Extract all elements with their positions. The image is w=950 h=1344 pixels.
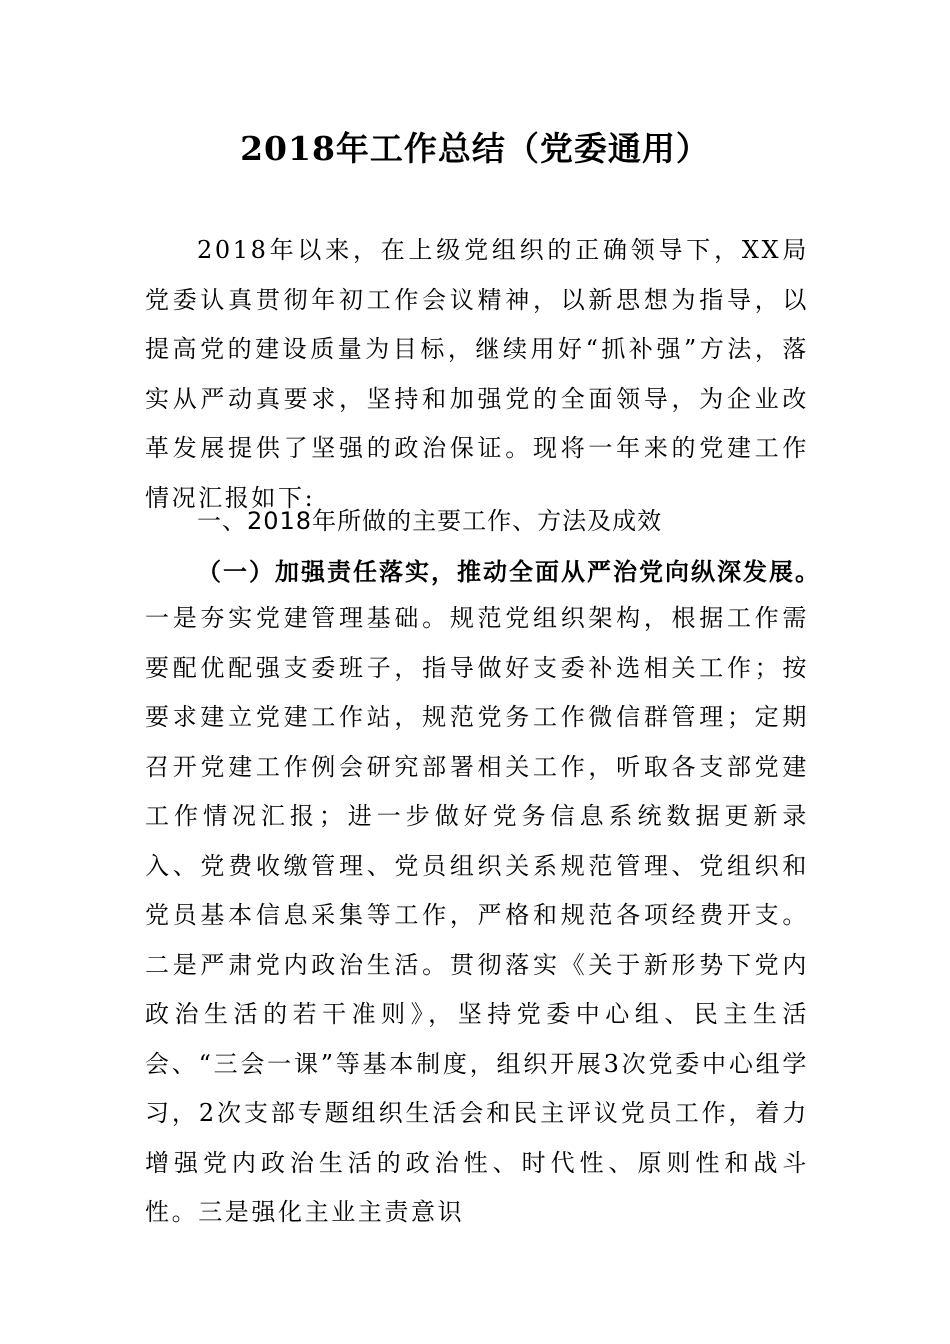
subsection-heading: （一）加强责任落实，推动全面从严治党向纵深发展。 — [197, 557, 821, 586]
document-title: 2018年工作总结（党委通用） — [240, 129, 710, 168]
subsection-paragraph: 一是夯实党建管理基础。规范党组织架构，根据工作需要配优配强支委班子，指导做好支委补选相关工作；按要求建立党建工作站，规范党务工作微信群管理；定期召开党建工作例会研究部署相关工作，听取各支部党建工作情况汇报；进一步做好党务信息系统数据更新录入、党费收缴管理、党员组织关系规范管理、党组织和党员基本信息采集等工作，严格和规范各项经费开支。二是严肃党内政治生活。贯彻落实《关于新形势下党内政治生活的若干准则》，坚持党委中心组、民主生活会、“三会一课”等基本制度，组织开展3次党委中心组学习，2次支部专题组织生活会和民主评议党员工作，着力增强党内政治生活的政治性、时代性、原则性和战斗性。三是强化主业主责意识 — [145, 604, 809, 1226]
section-heading: 一、2018年所做的主要工作、方法及成效 — [197, 507, 663, 535]
intro-paragraph: 2018年以来，在上级党组织的正确领导下，XX局党委认真贯彻年初工作会议精神，以新思想为指导，以提高党的建设质量为目标，继续用好“抓补强”方法，落实从严动真要求，坚持和加强党的全面领导，为企业改革发展提供了坚强的政治保证。现将一年来的党建工作情况汇报如下: — [145, 236, 809, 512]
